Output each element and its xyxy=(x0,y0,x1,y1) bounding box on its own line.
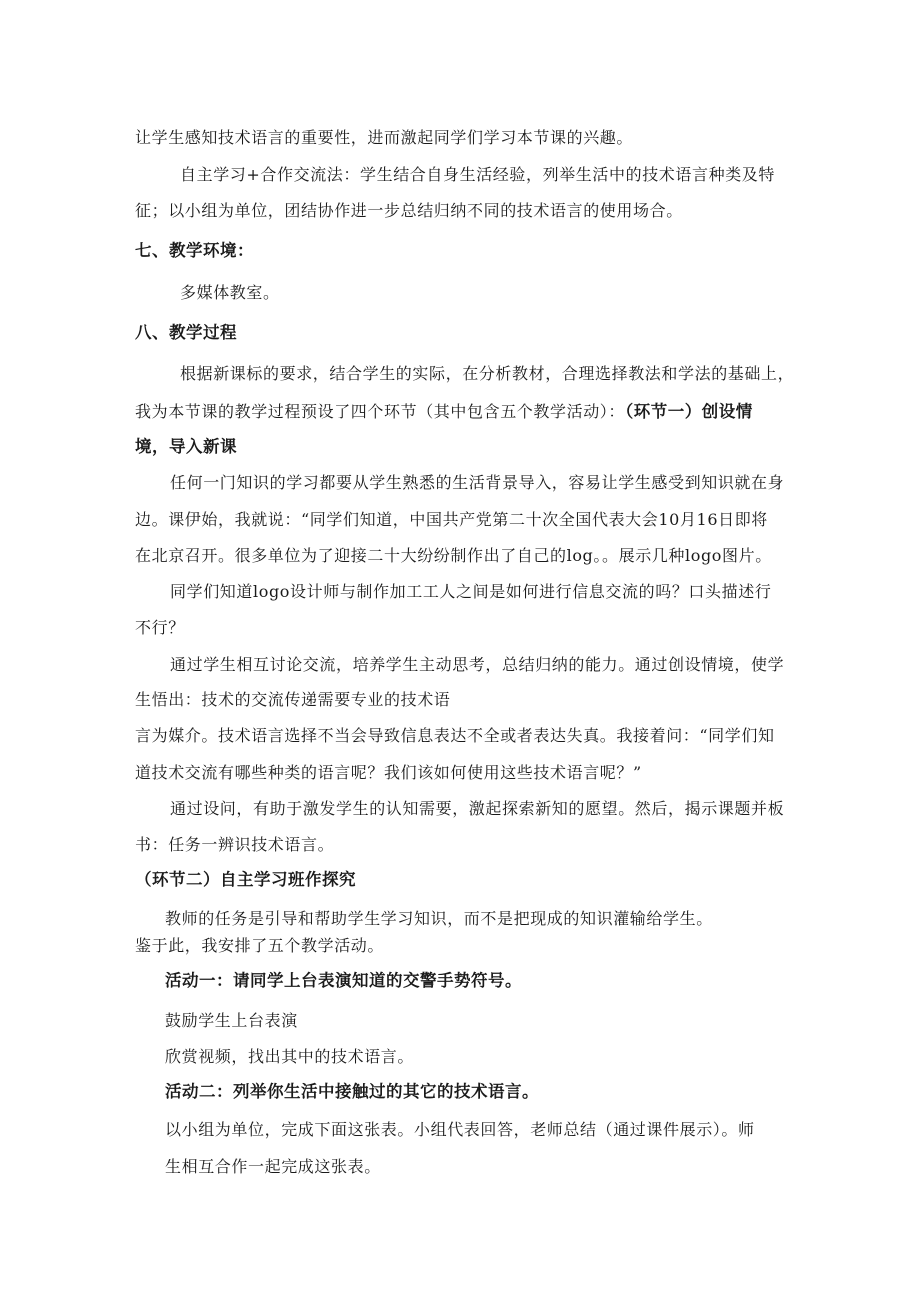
paragraph-line: 鼓励学生上台表演 xyxy=(165,1011,298,1030)
paragraph-line: 欣赏视频，找出其中的技术语言。 xyxy=(165,1047,415,1066)
stage-heading: （环节二）自主学习班作探究 xyxy=(135,870,356,889)
activity-heading: 活动一：请同学上台表演知道的交警手势符号。 xyxy=(165,971,522,990)
paragraph-line: 同学们知道logo设计师与制作加工工人之间是如何进行信息交流的吗？口头描述行 xyxy=(170,582,772,601)
paragraph-line: 通过设问，有助于激发学生的认知需要，激起探索新知的愿望。然后，揭示课题并板 xyxy=(170,799,785,818)
paragraph-line: 生悟出：技术的交流传递需要专业的技术语 xyxy=(135,690,451,709)
paragraph-line: 让学生感知技术语言的重要性，进而激起同学们学习本节课的兴趣。 xyxy=(135,128,634,147)
section-heading: 七、教学环境： xyxy=(135,241,254,260)
stage-heading: （环节一）创设情 xyxy=(625,402,753,421)
activity-heading: 活动二：列举你生活中接触过的其它的技术语言。 xyxy=(165,1082,539,1101)
paragraph-line: 道技术交流有哪些种类的语言呢？我们该如何使用这些技术语言呢？” xyxy=(135,763,642,782)
stage-heading: 境，导入新课 xyxy=(135,437,237,456)
paragraph-line: 不行？ xyxy=(135,618,185,637)
paragraph-line: 鉴于此，我安排了五个教学活动。 xyxy=(135,936,385,955)
paragraph-line: 教师的任务是引导和帮助学生学习知识，而不是把现成的知识灌输给学生。 xyxy=(165,909,713,928)
paragraph-line: 征；以小组为单位，团结协作进一步总结归纳不同的技术语言的使用场合。 xyxy=(135,201,683,220)
paragraph-line: 任何一门知识的学习都要从学生熟悉的生活背景导入，容易让学生感受到知识就在身 xyxy=(170,473,785,492)
paragraph-line: 通过学生相互讨论交流，培养学生主动思考，总结归纳的能力。通过创设情境，使学 xyxy=(170,655,785,674)
paragraph-line: 自主学习+合作交流法：学生结合自身生活经验，列举生活中的技术语言种类及特 xyxy=(180,165,776,184)
paragraph-text: 我为本节课的教学过程预设了四个环节（其中包含五个教学活动）： xyxy=(135,402,626,421)
section-heading: 八、教学过程 xyxy=(135,323,237,342)
paragraph-line: 边。课伊始，我就说：“同学们知道，中国共产党第二十次全国代表大会10月16日即将 xyxy=(135,510,768,529)
paragraph-line: 言为媒介。技术语言选择不当会导致信息表达不全或者表达失真。我接着问：“同学们知 xyxy=(135,726,775,745)
paragraph-line: 根据新课标的要求，结合学生的实际，在分析教材，合理选择教法和学法的基础上， xyxy=(180,364,795,383)
paragraph-line: 在北京召开。很多单位为了迎接二十大纷纷制作出了自己的log。。展示几种logo图片。 xyxy=(135,546,772,565)
paragraph-line: 生相互合作一起完成这张表。 xyxy=(165,1157,381,1176)
paragraph-line: 书：任务一辨识技术语言。 xyxy=(135,835,335,854)
paragraph-line: 以小组为单位，完成下面这张表。小组代表回答，老师总结（通过课件展示）。师 xyxy=(165,1120,755,1139)
paragraph-line: 多媒体教室。 xyxy=(180,283,280,302)
paragraph-line xyxy=(135,402,753,422)
